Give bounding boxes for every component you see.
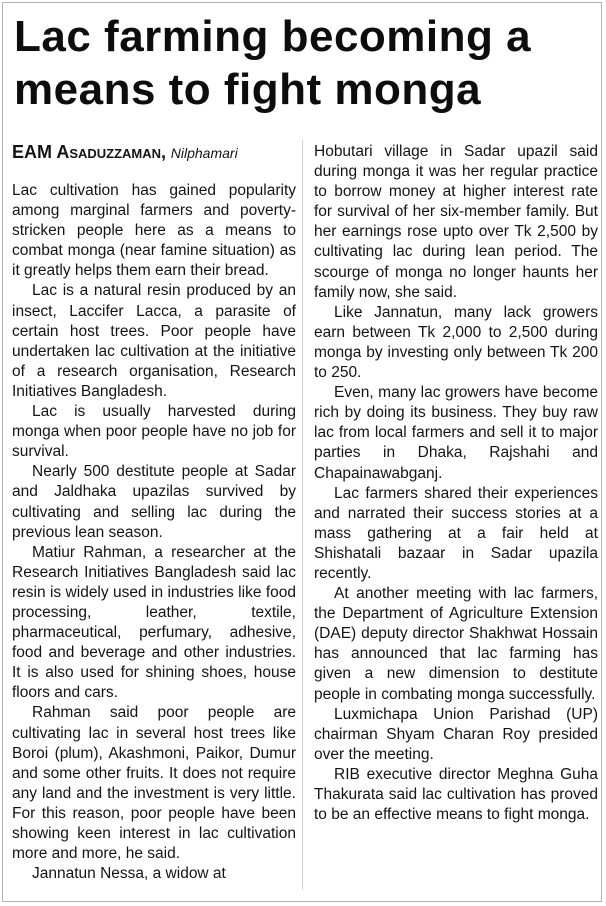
article-headline: Lac farming becoming a means to fight monga [14, 12, 532, 114]
paragraph: Matiur Rahman, a researcher at the Research Initiatives Bangladesh said lac resin is widely used in industries like food processing, leather, textile, pharmaceutical, perfumary, adhesive, food and beverage and other industries. It is also used for shining shoes, house floors and cars. [12, 543, 296, 702]
paragraph: At another meeting with lac farmers, the Department of Agriculture Extension (DAE) deputy director Shakhwat Hossain has announced that lac farming has given a new dimension to destitute people in combating monga successfully. [314, 585, 598, 703]
byline-place: Nilphamari [170, 145, 238, 161]
byline [12, 142, 296, 163]
paragraph: Hobutari village in Sadar upazil said during monga it was her regular practice to borrow money at higher interest rate for survival of her six-member family. But her earnings rose upto over Tk 2,500 by cultivating lac during lean period. The scourge of monga no longer haunts her family now, she said. [314, 143, 598, 301]
column-divider [302, 140, 303, 890]
paragraph: Jannatun Nessa, a widow at [32, 865, 226, 883]
paragraph: Rahman said poor people are cultivating lac in several host trees like Boroi (plum), Akashmoni, Paikor, Dumur and some other fruits. It does not require any land and the investment is very little. For this reason, poor people have been showing keen interest in lac cultivation more and more, he said. [12, 704, 296, 863]
paragraph: Nearly 500 destitute people at Sadar and Jaldhaka upazilas survived by cultivating and selling lac during the previous lean season. [12, 463, 296, 541]
paragraph: Even, many lac growers have become rich by doing its business. They buy raw lac from local farmers and sell it to major parties in Dhaka, Rajshahi and Chapainawabganj. [314, 384, 598, 482]
paragraph: Lac is usually harvested during monga when poor people have no job for survival. [12, 403, 296, 461]
article-column-right [314, 142, 598, 825]
paragraph: Lac is a natural resin produced by an insect, Laccifer Lacca, a parasite of certain host trees. Poor people have undertaken lac cultivation at the initiative of a research organisation, Research Initiatives Bangladesh. [12, 282, 296, 400]
paragraph: Lac farmers shared their experiences and narrated their success stories at a mass gathering at a fair held at Shishatali bazaar in Sadar upazila recently. [314, 484, 598, 582]
article-column-left [12, 142, 296, 884]
byline-author: EAM Asaduzzaman, [12, 142, 167, 162]
paragraph: Luxmichapa Union Parishad (UP) chairman Shyam Charan Roy presided over the meeting. [314, 705, 598, 763]
paragraph: Like Jannatun, many lack growers earn between Tk 2,000 to 2,500 during monga by investing only between Tk 200 to 250. [314, 303, 598, 382]
paragraph: Lac cultivation has gained popularity among marginal farmers and poverty-stricken people here as a means to combat monga (near famine situation) as it greatly helps them earn their bread. [12, 182, 296, 280]
paragraph: RIB executive director Meghna Guha Thakurata said lac cultivation has proved to be an effective means to fight monga. [314, 765, 598, 824]
